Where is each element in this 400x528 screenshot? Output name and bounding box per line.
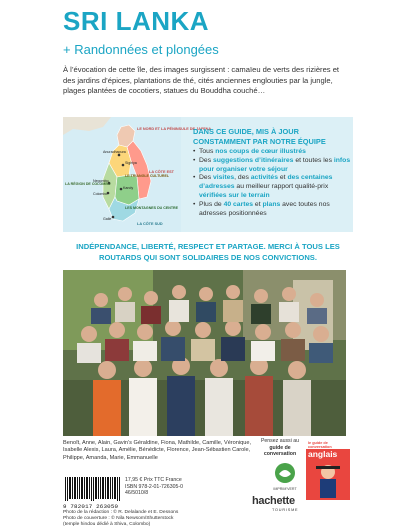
price-line: 17,95 € Prix TTC France (125, 477, 182, 483)
info-panel (63, 117, 353, 232)
map-label-montagnes: LES MONTAGNES DU CENTRE (125, 206, 179, 210)
team-names: Benoît, Anne, Alain, Gavin’s Géraldine, Fiona, Mathilde, Camille, Véronique, Isabelle Alexis, Laura, Amélie, Bénédicte, Florence, Jean-Sébastien Carole, Philippe, Amanda, Marie, Emmanuelle (63, 440, 252, 461)
map-label-sud: LA CÔTE SUD (137, 222, 163, 226)
price-block (125, 477, 183, 497)
map-label-est: LA CÔTE EST (149, 170, 174, 174)
publisher-sub: TOURISME (272, 508, 299, 512)
sri-lanka-map (63, 117, 212, 232)
feature-item: • Des visites, des activités et des centaines d’adresses au meilleur rapport qualité-prix vérifiées sur le terrain (193, 174, 351, 200)
photo-credits: Photo de la rédaction : © R. Delalande et E. Dessons Photo de couverture : © Nila Newsom/Shutterstock (temple hindou dédié à Shiva, Colombo) (63, 510, 179, 527)
map-city-kandy: Kandy (123, 186, 134, 190)
feature-item: • Plus de 40 cartes et plans avec toutes nos adresses positionnées (193, 201, 351, 219)
conversation-guide-note: Pensez aussi au guide de conversation (260, 438, 300, 458)
map-city-colombo: Colombo (93, 192, 108, 196)
map-city-sigiriya: Sigiriya (125, 161, 137, 165)
guide-features (193, 127, 351, 218)
intro-paragraph: À l’évocation de cette île, des images surgissent : camaïeu de verts des rizières et des jardins d’épices, plantations de thé, cités anciennes englouties par la jungle, plages plantées de cocotiers, statues du Bouddha couché… (63, 65, 340, 96)
mini-cover-illustration (312, 462, 344, 498)
guide-heading: DANS CE GUIDE, MIS À JOUR CONSTAMMENT PAR NOTRE ÉQUIPE (193, 127, 326, 146)
mini-cover-brand: le guide de conversation (308, 441, 332, 449)
publisher-logo: hachette (252, 495, 295, 507)
feature-list (193, 148, 351, 218)
team-photo (63, 270, 346, 436)
conversation-guide-cover (306, 440, 350, 500)
code-line: 46/5010/8 (125, 490, 149, 497)
manifesto: INDÉPENDANCE, LIBERTÉ, RESPECT ET PARTAGE. MERCI À TOUS LES ROUTARDS QUI SONT SOLIDAIRES DE NOS CONVICTIONS. (76, 242, 340, 262)
map-city-anuradhapura: Anuradhapura (103, 150, 126, 154)
map-city-galle: Galle (103, 217, 112, 221)
barcode-number: 9 782017 263050 (63, 503, 119, 510)
feature-item: • Tous nos coups de cœur illustrés (193, 148, 351, 157)
imprimvert-logo-icon (272, 462, 298, 486)
map-label-nord: LE NORD ET LA PÉNINSULE DE JAFFNA (137, 127, 212, 131)
book-title: SRI LANKA (63, 6, 210, 36)
map-label-triangle: LE TRIANGLE CULTUREL (125, 174, 170, 178)
imprimvert-label: IMPRIM’VERT (273, 487, 297, 491)
mini-cover-title: anglais (308, 449, 338, 459)
map-label-colombo: LA RÉGION DE COLOMBO (65, 182, 111, 186)
feature-item: • Des suggestions d’itinéraires et toutes les infos pour organiser votre séjour (193, 157, 351, 175)
map-city-negombo: Negombo (93, 179, 109, 183)
isbn-line: ISBN 978-2-01-726305-0 (125, 483, 183, 490)
book-subtitle: + Randonnées et plongées (63, 42, 219, 57)
